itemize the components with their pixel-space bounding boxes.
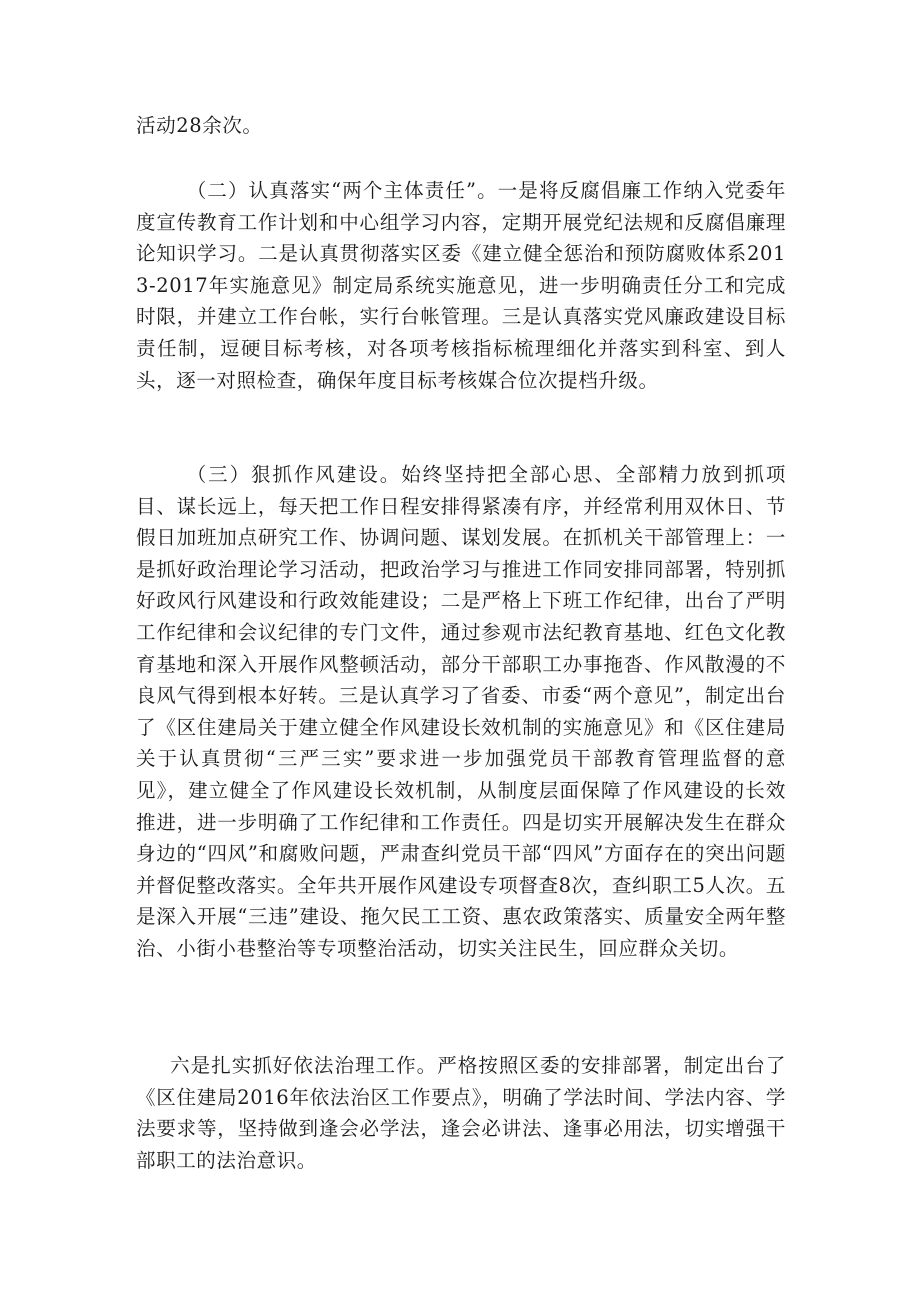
- paragraph-two-responsibilities: （二）认真落实“两个主体责任”。一是将反腐倡廉工作纳入党委年度宣传教育工作计划和中心组学习内容，定期开展党纪法规和反腐倡廉理论知识学习。二是认真贯彻落实区委《建立健全惩治和预防腐败体系2013-2017年实施意见》制定局系统实施意见，进一步明确责任分工和完成时限，并建立工作台帐，实行台帐管理。三是认真落实党风廉政建设目标责任制，逗硬目标考核，对各项考核指标梳理细化并落实到科室、到人头，逐一对照检查，确保年度目标考核媒合位次提档升级。: [136, 179, 786, 392]
- paragraph-rule-of-law: 六是扎实抓好依法治理工作。严格按照区委的安排部署，制定出台了《区住建局2016年依法治区工作要点》，明确了学法时间、学法内容、学法要求等，坚持做到逢会必学法，逢会必讲法、逢事必用法，切实增强干部职工的法治意识。: [136, 1054, 786, 1172]
- paragraph-work-style: （三）狠抓作风建设。始终坚持把全部心思、全部精力放到抓项目、谋长远上，每天把工作日程安排得紧凑有序，并经常利用双休日、节假日加班加点研究工作、协调问题、谋划发展。在抓机关干部管理上：一是抓好政治理论学习活动，把政治学习与推进工作同安排同部署，特别抓好政风行风建设和行政效能建设；二是严格上下班工作纪律，出台了严明工作纪律和会议纪律的专门文件，通过参观市法纪教育基地、红色文化教育基地和深入开展作风整顿活动，部分干部职工办事拖沓、作风散漫的不良风气得到根本好转。三是认真学习了省委、市委“两个意见”，制定出台了《区住建局关于建立健全作风建设长效机制的实施意见》和《区住建局关于认真贯彻“三严三实”要求进一步加强党员干部教育管理监督的意见》，建立健全了作风建设长效机制，从制度层面保障了作风建设的长效推进，进一步明确了工作纪律和工作责任。四是切实开展解决发生在群众身边的“四风”和腐败问题，严肃查纠党员干部“四风”方面存在的突出问题并督促整改落实。全年共开展作风建设专项督查8次，查纠职工5人次。五是深入开展“三违”建设、拖欠民工工资、惠农政策落实、质量安全两年整治、小街小巷整治等专项整治活动，切实关注民生，回应群众关切。: [136, 463, 786, 960]
- paragraph-continuation: 活动28余次。: [136, 114, 263, 137]
